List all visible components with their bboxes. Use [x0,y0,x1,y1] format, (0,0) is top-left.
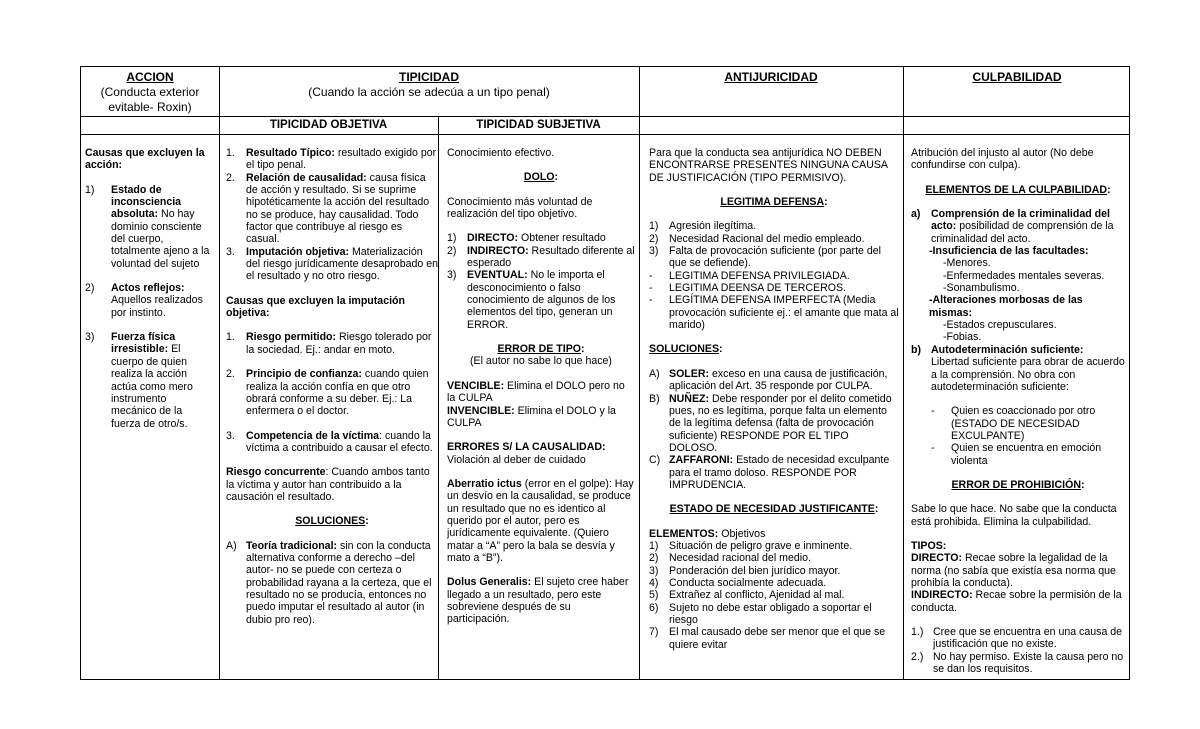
list-item [649,602,899,627]
list-item [649,589,899,601]
list-item [226,430,438,455]
item-term: Aberratio ictus [447,477,522,490]
item-term: SOLER: [669,367,710,380]
list-marker: 6) [649,601,659,614]
list-item [649,270,899,282]
item-text: resultado exigido por el tipo penal. [246,147,437,172]
item-term: Dolus Generalis: [447,576,532,589]
list-item: -Fobias. [943,331,982,344]
item-text: Sujeto no debe estar obligado a soportar el riesgo [669,601,872,626]
item-term: NUÑEZ: [669,392,710,405]
dolo-title: DOLO: [523,171,559,184]
list-marker: 1) [649,220,659,233]
elementos-culpabilidad-title: ELEMENTOS DE LA CULPABILIDAD: [925,183,1111,196]
legitima-defensa-title: LEGITIMA DEFENSA: [720,196,828,209]
header-culpabilidad [903,70,1131,85]
error-prohibicion-title: ERROR DE PROHIBICIÓN: [951,478,1085,491]
list-marker: 2) [85,282,95,295]
item-text: Situación de peligro grave e inminente. [669,539,853,552]
list-item [649,368,899,393]
list-item: -Menores. [943,257,991,270]
item-text: Cree que se encuentra en una causa de justificación que no existe. [933,626,1123,651]
item-text: Elimina el DOLO pero no la CULPA [447,379,625,405]
list-item [649,282,899,294]
item-text: Quien es coaccionado por otro (ESTADO DE NECESIDAD EXCULPANTE) [951,405,1096,442]
item-text: Necesidad Racional del medio empleado. [669,232,865,245]
item-term: Imputación objetiva: [246,245,350,258]
list-item [85,331,213,430]
item-term: Comprensión de la criminalidad del acto: [931,208,1110,233]
item-text: Necesidad racional del medio. [669,552,811,565]
errores-causalidad-text: Violación al deber de cuidado [447,453,586,466]
list-item [649,220,899,232]
list-marker: b) [911,343,921,356]
elementos-line [649,528,899,540]
item-term: ELEMENTOS: [649,527,719,540]
list-item [226,540,438,626]
error-prohibicion-text: Sabe lo que hace. No sabe que la conducta está prohibida. Elimina la culpabilidad. [911,503,1117,528]
item-text: Libertad suficiente para obrar de acuerdo a la comprensión. No obra con autodeterminación suficiente: [931,356,1125,393]
list-marker: 2) [649,552,659,565]
soluciones-title: SOLUCIONES: [649,343,723,356]
item-text: exceso en una causa de justificación, aplicación del Art. 35 responde por CULPA. [669,367,888,393]
header-antijuricidad [639,70,903,85]
item-text: Ponderación del bien jurídico mayor. [669,564,841,577]
list-item [911,651,1125,676]
list-marker: 2. [226,368,235,381]
list-item: -Sonambulismo. [943,282,1020,295]
item-text: Debe responder por el delito cometido pues, no es legítima, porque falta un elemento de la legítima defensa (falta de provocación suficiente) RESPONDE POR EL TIPO DOLOSO. [669,392,892,454]
item-text: Extrañez al conflicto, Ajenidad al mal. [669,589,845,602]
list-marker: 3) [85,331,95,344]
list-marker: 1) [85,183,95,196]
item-term: DIRECTO: [911,552,963,565]
list-marker: 4) [649,576,659,589]
header-antijuricidad-title: ANTIJURICIDAD [724,70,818,84]
item-text: cuando quien realiza la acción confía en que otro obrará conforme a su deber. Ej.: La enfermera o el doctor. [246,368,429,418]
item-term: Relación de causalidad: [246,171,367,184]
item-term: Autodeterminación suficiente: [931,343,1084,356]
item-term: ZAFFARONI: [669,454,734,467]
item-term: Fuerza física irresistible: [111,331,176,356]
error-tipo-title: ERROR DE TIPO: [497,343,585,356]
insuficiencia-title: -Insuficiencia de las facultades: [929,245,1089,258]
list-marker: A) [226,539,237,552]
item-term: Teoría tradicional: [246,539,338,552]
list-item: -Estados crepusculares. [943,319,1057,332]
list-marker: - [931,405,935,418]
list-marker: 1) [649,539,659,552]
soluciones-title: SOLUCIONES: [295,515,369,528]
item-text: Riesgo tolerado por la sociedad. Ej.: andar en moto. [246,331,432,356]
item-text: Estado de necesidad exculpante para el tramo doloso. RESPONDE POR IMPRUDENCIA. [669,454,890,491]
list-item [911,208,1125,245]
antijuricidad-intro: Para que la conducta sea antijurídica NO DEBEN ENCONTRARSE PRESENTES NINGUNA CAUSA DE JUSTIFICACIÓN (TIPO PERMISIVO). [649,147,888,184]
aberratio-ictus [447,478,635,564]
column-divider [438,116,439,679]
conocimiento-text: Conocimiento efectivo. [447,147,555,159]
item-text: (error en el golpe): Hay un desvío en la causalidad, se produce un resultado que no es identico al querido por el autor, pero es jurídicamente equivalente. (Quiero matar a “A” pero la bala se desvía y mato a “B”). [447,477,634,564]
list-marker: 1. [226,331,235,344]
errores-causalidad: ERRORES S/ LA CAUSALIDAD: [447,441,606,454]
item-text: Recae sobre la permisión de la conducta. [911,589,1122,614]
item-text: LEGITIMA DEENSA DE TERCEROS. [669,282,846,295]
list-item [226,147,438,172]
list-marker: 1) [447,232,457,245]
accion-intro: Causas que excluyen la acción: [85,147,205,172]
list-marker: 2) [447,244,457,257]
list-marker: a) [911,208,921,221]
list-marker: 1.) [911,626,924,638]
list-marker: - [649,269,653,282]
header-culpabilidad-title: CULPABILIDAD [972,70,1062,84]
list-marker: 7) [649,626,659,639]
item-term: Resultado Típico: [246,147,335,159]
list-item [447,269,635,331]
item-text: causa física de acción y resultado. Si se suprime hipotéticamente la acción del resultado no se produce, hay causalidad. Todo factor que contribuye al riesgo es casual. [246,171,430,246]
list-marker: 2. [226,171,235,184]
header-tipicidad-title: TIPICIDAD [399,70,459,84]
riesgo-concurrente [226,466,438,503]
list-item [447,245,635,270]
tipo-indirecto [911,589,1125,614]
header-accion-title: ACCION [126,70,174,84]
item-text: Objetivos [718,527,766,540]
item-term: Actos reflejos: [111,282,185,295]
column-divider [903,67,904,679]
column-divider [639,67,640,679]
list-item [226,246,438,283]
item-term: VENCIBLE: [447,379,505,392]
item-text: Recae sobre la legalidad de la norma (no sabía que existía esa norma que prohibía la conducta). [911,552,1116,589]
list-item [911,626,1125,651]
item-text: Quien se encuentra en emoción violenta [951,442,1102,467]
objetiva-cell [226,147,438,626]
item-text: No le importa el desconocimiento o falso conocimiento de algunos de los elementos del tipo, generan un ERROR. [467,269,616,331]
list-item [226,172,438,246]
header-tipicidad [219,70,639,100]
tipos-title: TIPOS: [911,539,947,552]
list-item [931,405,1125,442]
list-marker: C) [649,454,661,467]
header-accion-sub: evitable- Roxin) [108,100,192,114]
culpabilidad-intro: Atribución del injusto al autor (No debe confundirse con culpa). [911,147,1094,172]
list-item [85,184,213,270]
item-term: Estado de inconsciencia absoluta: [111,183,182,221]
row-divider [81,134,1129,135]
item-text: posibilidad de comprensión de la criminalidad del acto. [931,220,1114,245]
item-text: LEGÍTIMA DEFENSA IMPERFECTA (Media provocación suficiente ej.: el amante que mata al marido) [669,294,899,332]
list-item [649,454,899,491]
list-marker: 2.) [911,650,924,663]
list-item [649,245,899,270]
vencible [447,380,635,405]
tipo-directo [911,552,1125,589]
list-marker: 5) [649,589,659,602]
item-text: Aquellos realizados por instinto. [111,294,203,319]
item-text: Conducta socialmente adecuada. [669,576,827,589]
antijuricidad-cell [649,147,899,651]
subjetiva-cell [447,147,635,626]
list-item [447,232,635,244]
list-marker: 3) [447,269,457,282]
header-tipicidad-sub: (Cuando la acción se adecúa a un tipo penal) [308,85,550,99]
item-term: INVENCIBLE: [447,404,515,417]
item-term: INDIRECTO: [911,589,973,602]
list-marker: A) [649,367,660,380]
list-item [649,294,899,331]
item-term: DIRECTO: [467,232,519,245]
list-item [649,393,899,455]
list-item [649,233,899,245]
item-text: Obtener resultado [518,232,606,245]
item-text: El cuerpo de quien realiza la acción actúa como mero instrumento mecánico de la fuerza de otro/s. [111,343,193,430]
item-text: Falta de provocación suficiente (por parte del que se defiende). [669,245,881,270]
alteraciones-title: -Alteraciones morbosas de las mismas: [929,294,1083,319]
subheader-subjetiva: TIPICIDAD SUBJETIVA [476,119,601,131]
list-item [649,577,899,589]
list-marker: 2) [649,232,659,245]
item-term: INDIRECTO: [467,244,529,257]
list-item: -Enfermedades mentales severas. [943,269,1105,282]
item-text: El mal causado debe ser menor que el que se quiere evitar [669,626,886,651]
item-text: Resultado diferente al esperado [467,244,635,270]
causas-title: Causas que excluyen la imputación objetiva: [226,294,405,320]
list-marker: 3) [649,564,659,577]
list-item [649,540,899,552]
list-item [85,282,213,319]
dolo-definition: Conocimiento más voluntad de realización del tipo objetivo. [447,195,593,221]
item-text: Elimina el DOLO y la CULPA [447,404,616,429]
estado-necesidad-title: ESTADO DE NECESIDAD JUSTIFICANTE: [669,503,879,516]
list-item [226,331,438,356]
item-text: Materialización del riesgo jurídicamente desaprobado en el resultado y no otro riesgo. [246,245,438,283]
item-text: No hay dominio consciente del cuerpo, totalmente ajeno a la voluntad del sujeto [111,208,210,270]
list-marker: - [649,282,653,295]
list-marker: 3. [226,245,235,258]
list-marker: 1. [226,147,235,159]
list-marker: B) [649,392,660,405]
list-marker: 3) [649,245,659,258]
list-marker: - [931,442,935,455]
item-term: Riesgo concurrente [226,466,326,479]
item-text: LEGITIMA DEFENSA PRIVILEGIADA. [669,269,850,282]
item-text: Agresión ilegítima. [669,220,757,233]
list-item [649,565,899,577]
header-accion-sub: (Conducta exterior [100,85,200,99]
subheader-objetiva: TIPICIDAD OBJETIVA [269,119,388,131]
item-term: Riesgo permitido: [246,331,337,344]
list-item [226,368,438,417]
culpabilidad-cell [911,147,1125,675]
error-tipo-sub: (El autor no sabe lo que hace) [470,355,612,368]
item-text: : Cuando ambos tanto la víctima y autor han contribuido a la causación el resultado. [226,466,430,503]
item-term: EVENTUAL: [467,269,528,282]
column-divider [219,67,220,679]
list-item [649,626,899,651]
dolus-generalis [447,576,635,625]
list-item [911,344,1125,393]
item-text: : cuando la víctima a contribuido a causar el efecto. [246,429,433,454]
item-term: Competencia de la víctima [246,429,380,442]
header-accion [81,70,219,115]
list-marker: 3. [226,429,235,442]
list-marker: - [649,294,653,307]
list-item [649,552,899,564]
summary-table [80,66,1130,680]
row-divider [81,116,1129,117]
item-text: No hay permiso. Existe la causa pero no se dan los requisitos. [933,650,1124,676]
item-text: sin con la conducta alternativa conforme a derecho –del autor- no se puede con certeza o probabilidad rayana a la certeza, que el resultado no se producía, entonces no puedo imputar el resultado al autor (in dubio pro reo). [246,539,432,626]
item-term: Principio de confianza: [246,368,362,381]
invencible [447,405,635,430]
list-item [931,442,1125,467]
accion-cell [85,147,213,430]
item-text: El sujeto cree haber llegado a un resultado, pero este sobreviene después de su participación. [447,576,629,626]
